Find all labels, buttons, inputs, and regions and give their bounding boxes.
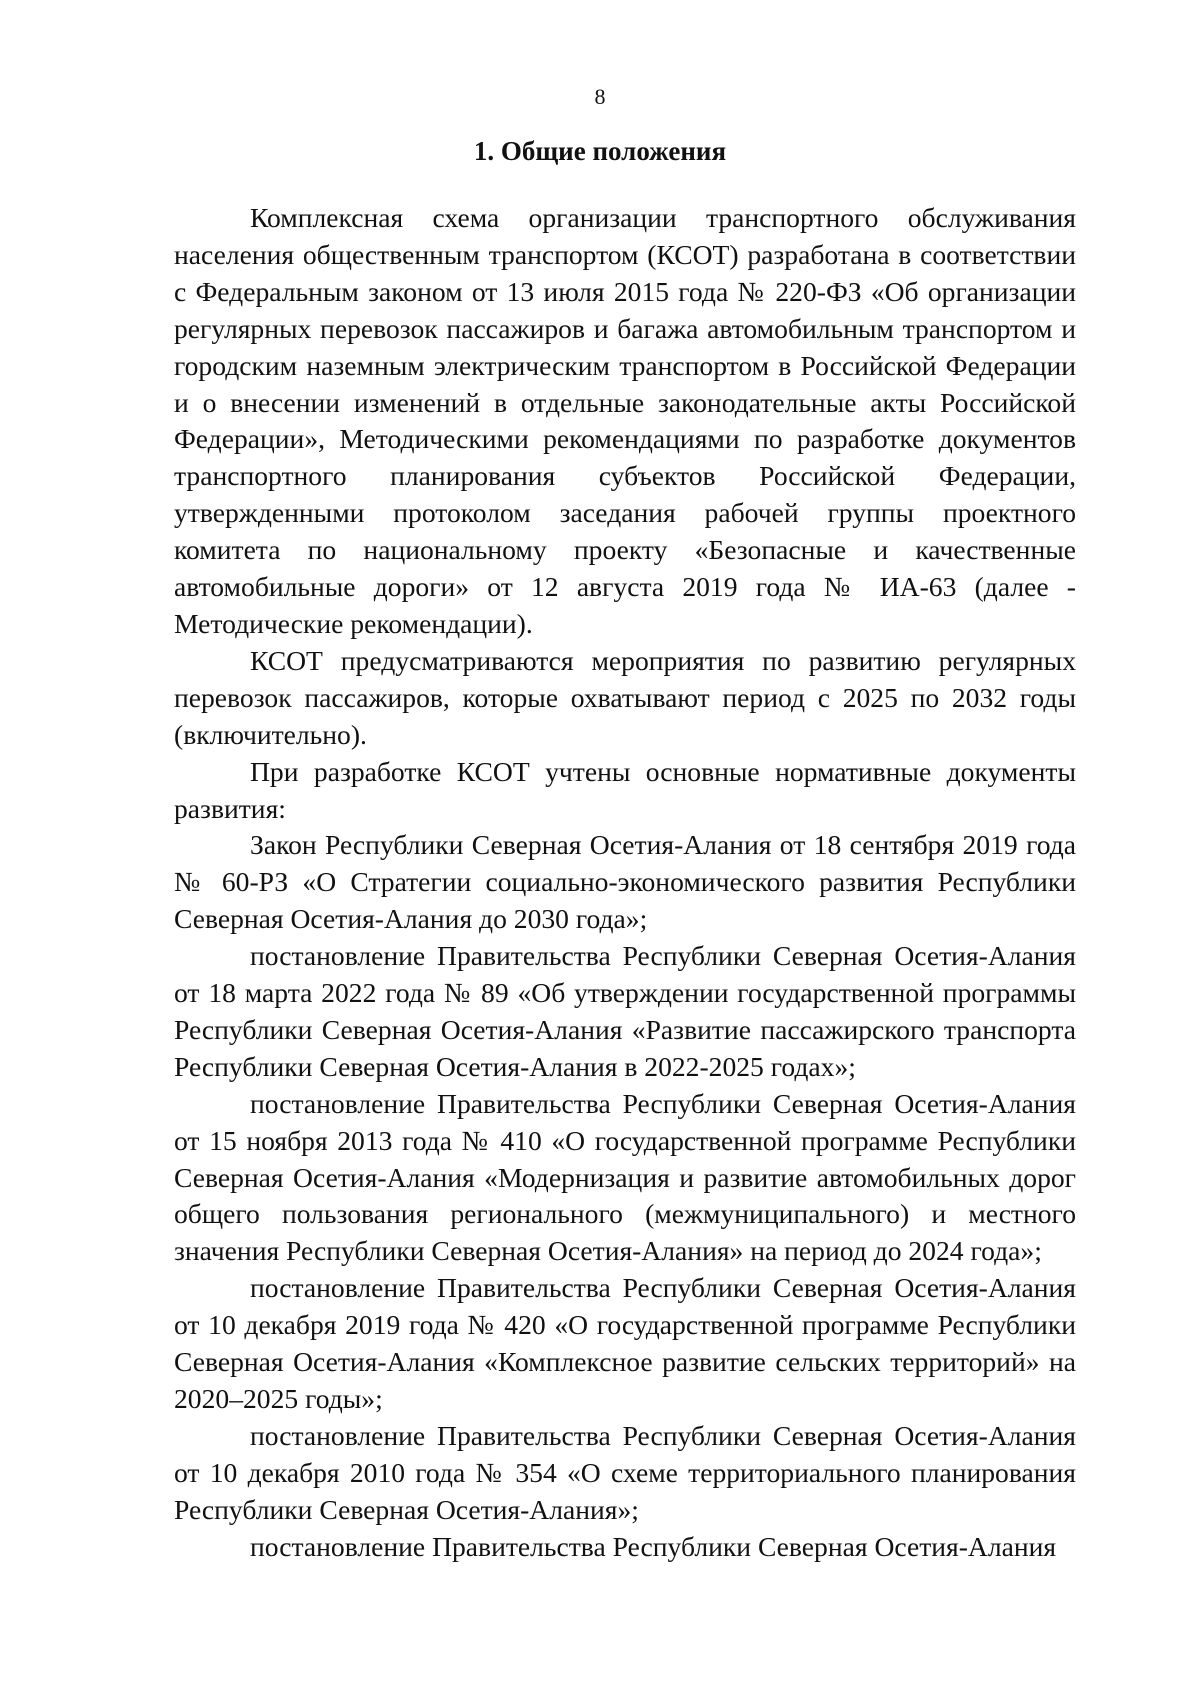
list-item-resolution-420: постановление Правительства Республики Северная Осетия-Алания от 10 декабря 2019 года № 420 «О государственной программе Республики Северная Осетия-Алания «Комплексное развитие сельских территорий» на 2020–2025 годы»;: [174, 1272, 1076, 1414]
paragraph-intro: Комплексная схема организации транспортного обслуживания населения общественным транспортом (КСОТ) разработана в соответствии с Федеральным законом от 13 июля 2015 года № 220-ФЗ «Об организации регулярных перевозок пассажиров и багажа автомобильным транспортом и городским наземным электрическим транспортом в Российской Федерации и о внесении изменений в отдельные законодательные акты Российской Федерации», Методическими рекомендациями по разработке документов транспортного планирования субъектов Российской Федерации, утвержденными протоколом заседания рабочей группы проектного комитета по национальному проекту «Безопасные и качественные автомобильные дороги» от 12 августа 2019 года № ИА-63 (далее - Методические рекомендации).: [174, 202, 1076, 639]
list-item-resolution-410: постановление Правительства Республики Северная Осетия-Алания от 15 ноября 2013 года № 410 «О государственной программе Республики Северная Осетия-Алания «Модернизация и развитие автомобильных дорог общего пользования регионального (межмуниципального) и местного значения Республики Северная Осетия-Алания» на период до 2024 года»;: [174, 1087, 1076, 1267]
list-item-law-60rz: Закон Республики Северная Осетия-Алания от 18 сентября 2019 года № 60-РЗ «О Стратегии социально-экономического развития Республики Северная Осетия-Алания до 2030 года»;: [174, 829, 1076, 935]
paragraph-documents-intro: При разработке КСОТ учтены основные нормативные документы развития:: [174, 755, 1076, 824]
list-item-resolution-354: постановление Правительства Республики Северная Осетия-Алания от 10 декабря 2010 года № 354 «О схеме территориального планирования Республики Северная Осетия-Алания»;: [174, 1419, 1076, 1525]
list-item-resolution-89: постановление Правительства Республики Северная Осетия-Алания от 18 марта 2022 года № 89 «Об утверждении государственной программы Республики Северная Осетия-Алания «Развитие пассажирского транспорта Республики Северная Осетия-Алания в 2022-2025 годах»;: [174, 940, 1076, 1082]
list-item-resolution-continued: постановление Правительства Республики Северная Осетия-Алания: [250, 1530, 1057, 1562]
section-title: 1. Общие положения: [473, 136, 727, 166]
page-number: 8: [594, 84, 606, 109]
paragraph-period: КСОТ предусматриваются мероприятия по развитию регулярных перевозок пассажиров, которые охватывают период с 2025 по 2032 годы (включительно).: [174, 644, 1076, 750]
document-body: [174, 200, 1076, 1566]
